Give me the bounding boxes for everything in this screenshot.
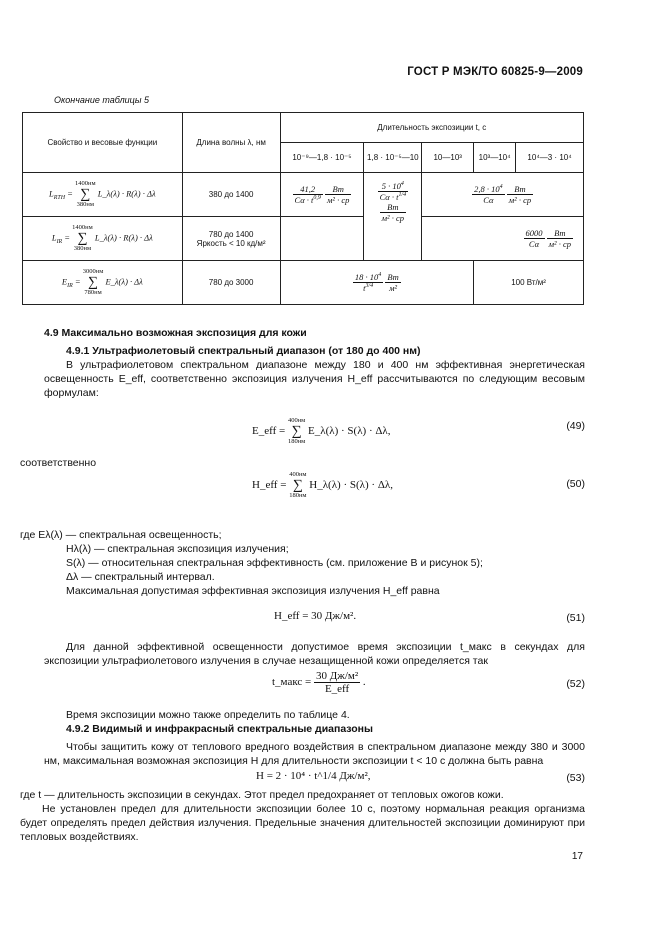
page-number: 17: [571, 851, 583, 862]
header-wavelength: Длина волны λ, нм: [182, 113, 280, 173]
equation-53: H = 2 · 10⁴ · t^1/4 Дж/м²,: [256, 770, 371, 782]
row3-value: 100 Вт/м²: [474, 261, 584, 305]
text-respectively: соответственно: [20, 457, 97, 469]
page-header-title: ГОСТ Р МЭК/ТО 60825-9—2009: [407, 66, 583, 78]
row3-limit: $\frac{18 \cdot 10^4}{t^{3/4}}$ Вт м²: [280, 261, 474, 305]
header-duration-1: 10⁻⁹—1,8 · 10⁻⁵: [280, 143, 364, 173]
section-4-9-2-heading: 4.9.2 Видимый и инфракрасный спектральные диапазоны: [66, 723, 373, 735]
section-4-9-1-heading: 4.9.1 Ультрафиолетовый спектральный диапазон (от 180 до 400 нм): [66, 345, 421, 357]
paragraph-1: В ультрафиолетовом спектральном диапазоне между 180 и 400 нм эффективная энергетическая освещенность E_eff, соответственно экспозиция излучения H_eff рассчитываются по следующим весовым формулам:: [44, 359, 585, 399]
equation-52: t_макс = 30 Дж/м² E_eff .: [272, 670, 366, 695]
row1-limit-1: $\frac{41,2}{C\alpha \cdot t^{0,9}}$ Вт м² · ср: [280, 173, 364, 217]
definition-3: S(λ) — относительная спектральная эффективность (см. приложение В и рисунок 5);: [66, 557, 483, 569]
equation-49: E_eff = 400нм ∑ 180нм E_λ(λ) · S(λ) · Δλ,: [252, 417, 391, 445]
table-caption: Окончание таблицы 5: [54, 95, 149, 105]
paragraph-6: где t — длительность экспозиции в секундах. Этот предел предохраняет от тепловых ожогов кожи.: [20, 789, 504, 801]
row1-limit-3: $\frac{2,8 \cdot 10^4}{C\alpha}$ Вт м² · ср: [422, 173, 584, 217]
equation-50: H_eff = 400нм ∑ 180нм H_λ(λ) · S(λ) · Δλ,: [252, 471, 393, 499]
table-5: [22, 112, 584, 305]
row2-wavelength: 780 до 1400 Яркость < 10 кд/м²: [182, 217, 280, 261]
row3-formula: $E_{IR}$ = 3000нм ∑ 780нм E_λ(λ) · Δλ: [23, 261, 183, 305]
equation-51: H_eff = 30 Дж/м².: [274, 610, 357, 622]
equation-51-number: (51): [566, 612, 585, 624]
paragraph-5: Чтобы защитить кожу от теплового вредного воздействия в спектральном диапазоне между 380 и 3000 нм, максимальная возможная экспозиция H для длительности экспозиции t < 10 с должна быть равна: [44, 741, 585, 767]
paragraph-2: Максимальная допустимая эффективная экспозиция излучения H_eff равна: [66, 585, 440, 597]
equation-50-number: (50): [566, 478, 585, 490]
header-property: Свойство и весовые функции: [23, 113, 183, 173]
paragraph-7: Не установлен предел для длительности экспозиции более 10 с, поэтому нормальная реакция организма будет определять предел действия излучения. Предельные значения длительностей экспозиции доминируют при тепловых воздействиях.: [20, 803, 585, 843]
definition-2: Hλ(λ) — спектральная экспозиция излучения;: [66, 543, 289, 555]
row1-formula: $L_{RTH}$ = 1400нм ∑ 380нм L_λ(λ) · R(λ) · Δλ: [23, 173, 183, 217]
paragraph-4: Время экспозиции можно также определить по таблице 4.: [66, 709, 350, 721]
header-duration-2: 1,8 · 10⁻⁵—10: [364, 143, 422, 173]
definition-4: Δλ — спектральный интервал.: [66, 571, 215, 583]
header-duration-5: 10⁴—3 · 10⁴: [516, 143, 584, 173]
row2-limit: $\frac{6000}{C\alpha}$ Вт м² · ср: [422, 217, 584, 261]
header-duration-4: 10³—10⁴: [474, 143, 516, 173]
definition-1: где Eλ(λ) — спектральная освещенность;: [20, 529, 222, 541]
header-duration-3: 10—10³: [422, 143, 474, 173]
row1-limit-2: $\frac{5 \cdot 10^4}{C\alpha \cdot t^{1/4}}$ Вт м² · ср: [364, 173, 422, 261]
section-4-9-heading: 4.9 Максимально возможная экспозиция для кожи: [44, 327, 307, 339]
row3-wavelength: 780 до 3000: [182, 261, 280, 305]
header-duration: Длительность экспозиции t, c: [280, 113, 583, 143]
equation-52-number: (52): [566, 678, 585, 690]
paragraph-3: Для данной эффективной освещенности допустимое время экспозиции t_макс в секундах для экспозиции ультрафиолетового излучения в случае незащищенной кожи определяется так: [44, 641, 585, 667]
equation-49-number: (49): [566, 420, 585, 432]
row1-wavelength: 380 до 1400: [182, 173, 280, 217]
row2-empty: [280, 217, 364, 261]
row2-formula: $L_{IR}$ = 1400нм ∑ 380нм L_λ(λ) · R(λ) · Δλ: [23, 217, 183, 261]
equation-53-number: (53): [566, 772, 585, 784]
